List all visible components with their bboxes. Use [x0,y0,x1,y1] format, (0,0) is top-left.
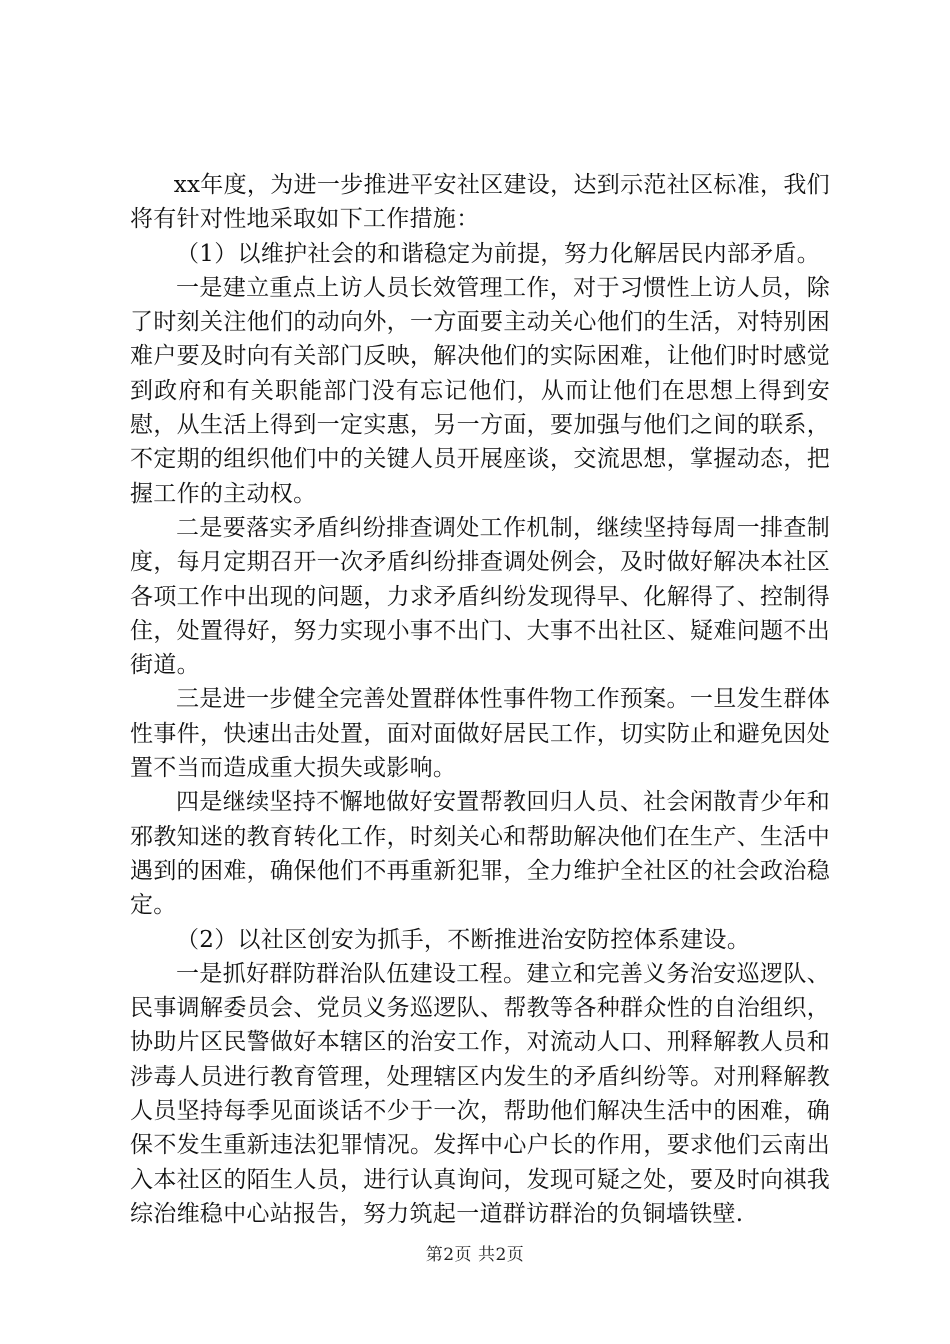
document-body [130,168,830,1231]
body-paragraph: 二是要落实矛盾纠纷排查调处工作机制，继续坚持每周一排查制度，每月定期召开一次矛盾纠纷排查调处例会，及时做好解决本社区各项工作中出现的问题，力求矛盾纠纷发现得早、化解得了、控制得住，处置得好，努力实现小事不出门、大事不出社区、疑难问题不出街道。 [130,514,830,679]
body-paragraph: 一是建立重点上访人员长效管理工作，对于习惯性上访人员，除了时刻关注他们的动向外，一方面要主动关心他们的生活，对特别困难户要及时向有关部门反映，解决他们的实际困难，让他们时时感觉到政府和有关职能部门没有忘记他们，从而让他们在思想上得到安慰，从生活上得到一定实惠，另一方面，要加强与他们之间的联系，不定期的组织他们中的关键人员开展座谈，交流思想，掌握动态，把握工作的主动权。 [130,274,830,507]
section-heading-1: （1）以维护社会的和谐稳定为前提，努力化解居民内部矛盾。 [176,240,821,267]
page-number-footer: 第2页 共2页 [425,1245,525,1265]
body-paragraph: 四是继续坚持不懈地做好安置帮教回归人员、社会闲散青少年和邪教知迷的教育转化工作，时刻关心和帮助解决他们在生产、生活中遇到的困难，确保他们不再重新犯罪，全力维护全社区的社会政治稳定。 [130,789,830,919]
body-paragraph: 三是进一步健全完善处置群体性事件物工作预案。一旦发生群体性事件，快速出击处置，面对面做好居民工作，切实防止和避免因处置不当而造成重大损失或影响。 [130,686,830,782]
body-paragraph: 一是抓好群防群治队伍建设工程。建立和完善义务治安巡逻队、民事调解委员会、党员义务巡逻队、帮教等各种群众性的自治组织，协助片区民警做好本辖区的治安工作，对流动人口、刑释解教人员和涉毒人员进行教育管理，处理辖区内发生的矛盾纠纷等。对刑释解教人员坚持每季见面谈话不少于一次，帮助他们解决生活中的困难，确保不发生重新违法犯罪情况。发挥中心户长的作用，要求他们云南出入本社区的陌生人员，进行认真询问，发现可疑之处，要及时向祺我综治维稳中心站报告，努力筑起一道群访群治的负铜墙铁壁. [130,960,830,1227]
intro-paragraph: xx年度，为进一步推进平安社区建设，达到示范社区标准，我们将有针对性地采取如下工作措施： [130,172,830,233]
section-heading-2: （2）以社区创安为抓手，不断推进治安防控体系建设。 [176,926,751,953]
